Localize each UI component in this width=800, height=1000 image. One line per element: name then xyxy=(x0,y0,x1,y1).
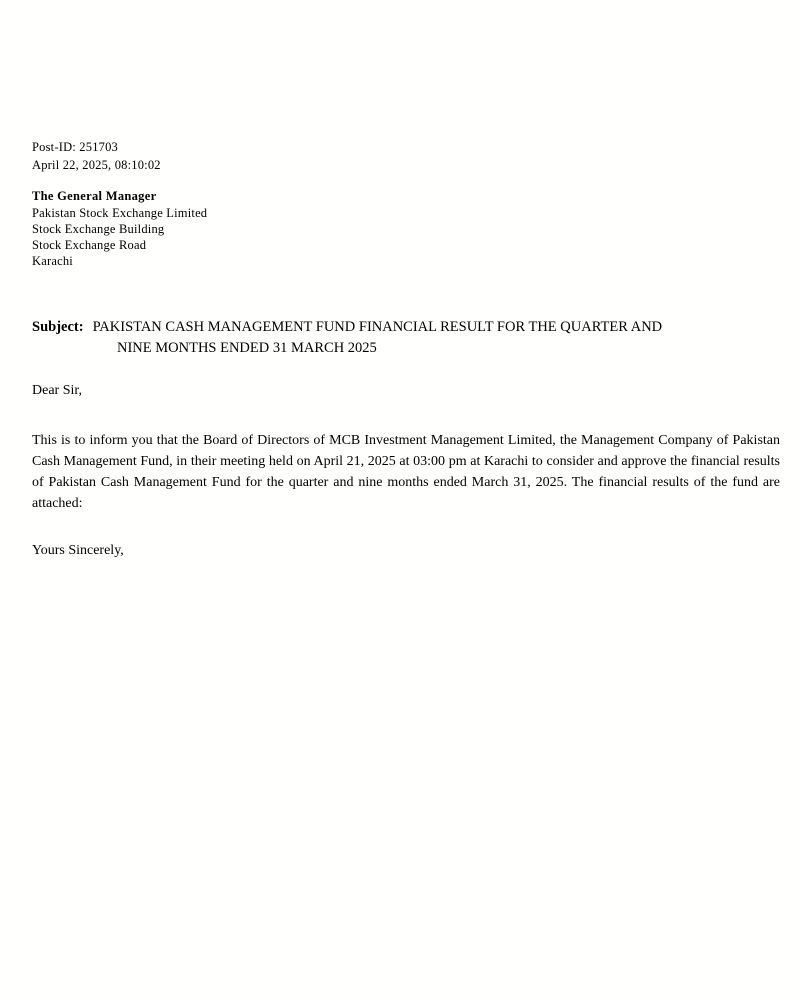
recipient-line-2: Stock Exchange Building xyxy=(32,222,165,236)
subject-block xyxy=(32,317,780,359)
recipient-line-1: Pakistan Stock Exchange Limited xyxy=(32,206,208,220)
salutation: Dear Sir, xyxy=(32,383,82,398)
recipient-address xyxy=(32,188,207,269)
recipient-title: The General Manager xyxy=(32,189,157,203)
timestamp-line: April 22, 2025, 08:10:02 xyxy=(32,158,161,172)
post-id-line: Post-ID: 251703 xyxy=(32,140,118,154)
body-paragraph: This is to inform you that the Board of Directors of MCB Investment Management Limited, the Management Company of Pakistan Cash Management Fund, in their meeting held on April 21, 2025 at 03:00 pm at Karachi to consider and approve the financial results of Pakistan Cash Management Fund for the quarter and nine months ended March 31, 2025. The financial results of the fund are attached: xyxy=(32,433,780,511)
subject-label: Subject: xyxy=(32,319,84,335)
document-meta xyxy=(32,138,161,174)
subject-line-1: PAKISTAN CASH MANAGEMENT FUND FINANCIAL RESULT FOR THE QUARTER AND xyxy=(92,319,663,335)
subject-line-2: NINE MONTHS ENDED 31 MARCH 2025 xyxy=(117,340,377,356)
recipient-line-4: Karachi xyxy=(32,254,73,268)
closing-line: Yours Sincerely, xyxy=(32,543,124,558)
recipient-line-3: Stock Exchange Road xyxy=(32,238,147,252)
